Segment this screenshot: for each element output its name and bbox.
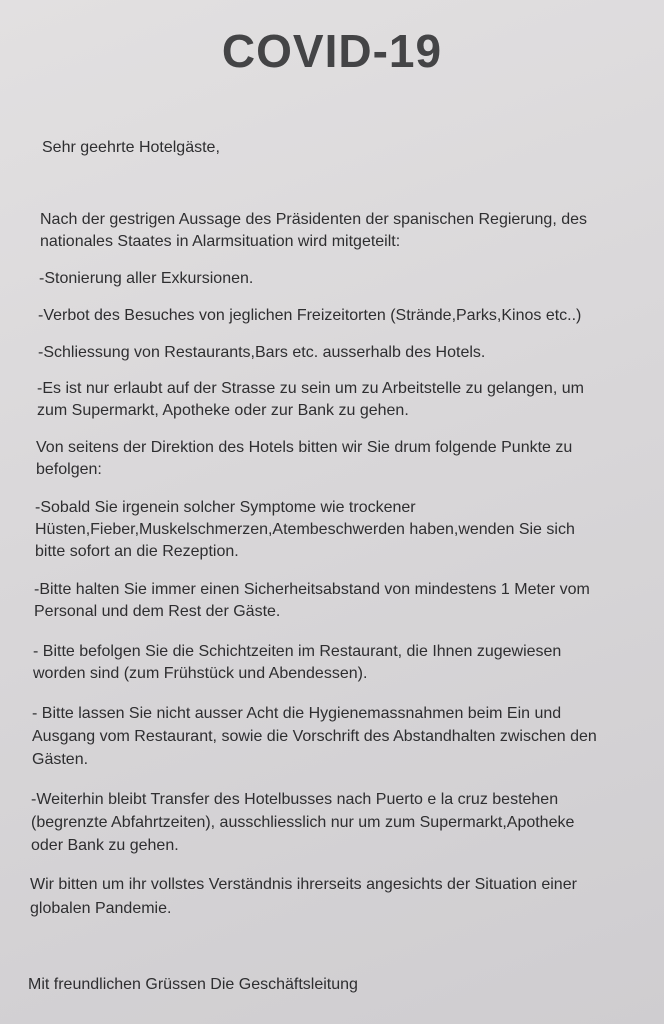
paragraph-11-line-2: (begrenzte Abfahrtzeiten), ausschliesslich nur um zum Supermarkt,Apotheke bbox=[31, 814, 575, 831]
closing-signature: Mit freundlichen Grüssen Die Geschäftsleitung bbox=[28, 976, 358, 993]
notice-title: COVID-19 bbox=[221, 25, 443, 77]
paragraph-1-line-2: nationales Staates in Alarmsituation wird mitgeteilt: bbox=[40, 233, 401, 250]
paragraph-3-line-1: -Verbot des Besuches von jeglichen Freizeitorten (Strände,Parks,Kinos etc..) bbox=[38, 307, 582, 324]
paragraph-2-line-1: -Stonierung aller Exkursionen. bbox=[39, 270, 254, 287]
paragraph-9-line-2: worden sind (zum Frühstück und Abendessen). bbox=[33, 665, 368, 682]
paragraph-10-line-2: Ausgang vom Restaurant, sowie die Vorschrift des Abstandhalten zwischen den bbox=[32, 728, 597, 745]
paragraph-10-line-3: Gästen. bbox=[32, 751, 89, 768]
paragraph-8-line-1: -Bitte halten Sie immer einen Sicherheitsabstand von mindestens 1 Meter vom bbox=[34, 581, 590, 598]
paragraph-12-line-2: globalen Pandemie. bbox=[30, 900, 172, 917]
paragraph-10-line-1: - Bitte lassen Sie nicht ausser Acht die Hygienemassnahmen beim Ein und bbox=[32, 705, 562, 722]
paragraph-7-line-2: Hüsten,Fieber,Muskelschmerzen,Atembeschwerden haben,wenden Sie sich bbox=[35, 521, 575, 538]
paragraph-5-line-2: zum Supermarkt, Apotheke oder zur Bank zu gehen. bbox=[37, 402, 409, 419]
greeting: Sehr geehrte Hotelgäste, bbox=[42, 139, 220, 156]
paragraph-9-line-1: - Bitte befolgen Sie die Schichtzeiten im Restaurant, die Ihnen zugewiesen bbox=[33, 643, 562, 660]
paragraph-8-line-2: Personal und dem Rest der Gäste. bbox=[34, 603, 281, 620]
paragraph-5-line-1: -Es ist nur erlaubt auf der Strasse zu sein um zu Arbeitstelle zu gelangen, um bbox=[37, 380, 584, 397]
paragraph-7-line-1: -Sobald Sie irgenein solcher Symptome wie trockener bbox=[35, 499, 416, 516]
paragraph-11-line-1: -Weiterhin bleibt Transfer des Hotelbusses nach Puerto e la cruz bestehen bbox=[31, 791, 559, 808]
paragraph-1-line-1: Nach der gestrigen Aussage des Präsidenten der spanischen Regierung, des bbox=[40, 211, 588, 228]
paragraph-7-line-3: bitte sofort an die Rezeption. bbox=[35, 543, 239, 560]
paragraph-12-line-1: Wir bitten um ihr vollstes Verständnis ihrerseits angesichts der Situation einer bbox=[30, 876, 577, 893]
paragraph-11-line-3: oder Bank zu gehen. bbox=[31, 837, 179, 854]
paragraph-6-line-1: Von seitens der Direktion des Hotels bitten wir Sie drum folgende Punkte zu bbox=[36, 439, 573, 456]
paragraph-4-line-1: -Schliessung von Restaurants,Bars etc. ausserhalb des Hotels. bbox=[38, 344, 486, 361]
paragraph-6-line-2: befolgen: bbox=[36, 461, 102, 478]
